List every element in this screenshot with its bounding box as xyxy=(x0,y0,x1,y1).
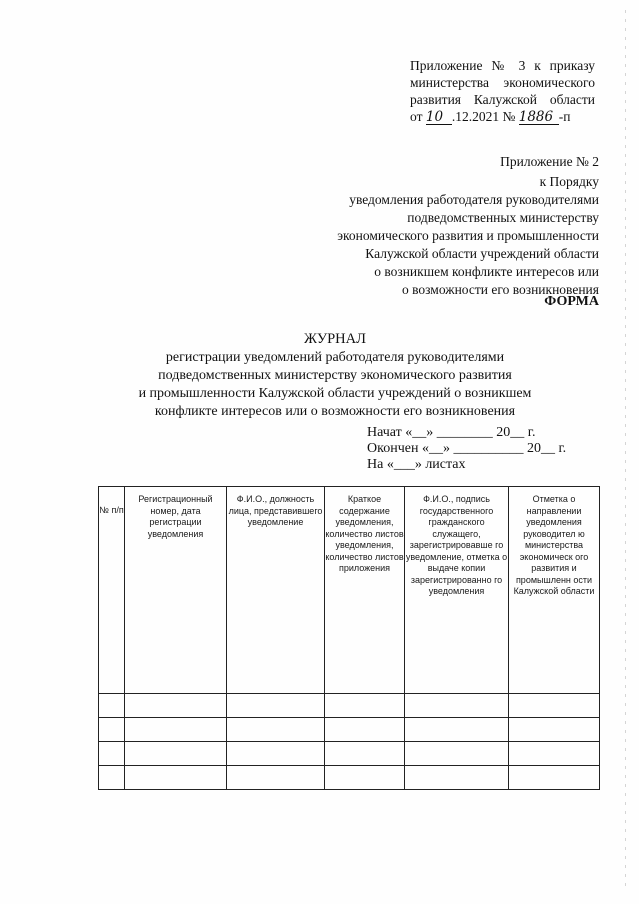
journal-subtitle-line: регистрации уведомлений работодателя руководителями xyxy=(165,350,505,365)
appendix-2-line: о возникшем конфликте интересов или xyxy=(374,264,599,279)
appendix-2-title: Приложение № 2 xyxy=(500,154,599,169)
column-header-registration: Регистрационный номер, дата регистрации уведомления xyxy=(125,487,227,694)
journal-title-block xyxy=(100,330,570,421)
journal-subtitle-line: и промышленности Калужской области учреждений о возникшем xyxy=(138,386,532,401)
appendix-2-line: экономического развития и промышленности xyxy=(337,228,599,243)
order-suffix: -п xyxy=(558,109,571,124)
finished-date: Окончен «__» __________ 20__ г. xyxy=(367,441,567,456)
started-date: Начат «__» ________ 20__ г. xyxy=(367,425,536,440)
date-prefix: от xyxy=(410,109,423,124)
column-header-submitter: Ф.И.О., должность лица, представившего уведомление xyxy=(227,487,325,694)
appendix-2-line: к Порядку xyxy=(539,174,599,189)
date-rest: .12.2021 № xyxy=(451,109,516,124)
table-header-row xyxy=(99,487,600,694)
journal-title: ЖУРНАЛ xyxy=(304,331,366,347)
handwritten-day: 10 xyxy=(426,110,452,125)
journal-table xyxy=(98,486,600,790)
journal-dates xyxy=(367,425,566,473)
column-header-number: № п/п xyxy=(99,487,125,694)
column-header-mark: Отметка о направлении уведомления руководител ю министерства экономическ ого развития и промышленн ости Калужской области xyxy=(509,487,600,694)
journal-subtitle-line: конфликте интересов или о возможности его возникновения xyxy=(154,404,516,419)
sheet-count: На «___» листах xyxy=(367,457,466,472)
appendix-3-line: министерства экономического xyxy=(410,75,595,90)
journal-subtitle-line: подведомственных министерству экономического развития xyxy=(158,368,512,383)
table-row xyxy=(99,694,600,718)
appendix-3-header xyxy=(410,57,595,125)
column-header-registrar: Ф.И.О., подпись государственного гражданского служащего, зарегистрировавше го уведомление, отметка о выдаче копии зарегистрированно го уведомления xyxy=(405,487,509,694)
appendix-3-line: развития Калужской области xyxy=(410,92,595,107)
appendix-3-date-line xyxy=(410,108,595,125)
table-row xyxy=(99,742,600,766)
handwritten-order-number: 1886 xyxy=(519,110,559,125)
table-row xyxy=(99,718,600,742)
appendix-2-line: о возможности его возникновения xyxy=(402,282,599,297)
form-label: ФОРМА xyxy=(544,294,599,309)
appendix-2-line: подведомственных министерству xyxy=(407,210,599,225)
appendix-2-header xyxy=(279,153,599,299)
column-header-summary: Краткое содержание уведомления, количество листов уведомления, количество листов приложения xyxy=(325,487,405,694)
table-row xyxy=(99,766,600,790)
appendix-2-line: Калужской области учреждений области xyxy=(365,246,599,261)
appendix-3-line: Приложение № 3 к приказу xyxy=(410,58,595,73)
scan-edge-artifact xyxy=(625,10,626,890)
appendix-2-line: уведомления работодателя руководителями xyxy=(349,192,599,207)
